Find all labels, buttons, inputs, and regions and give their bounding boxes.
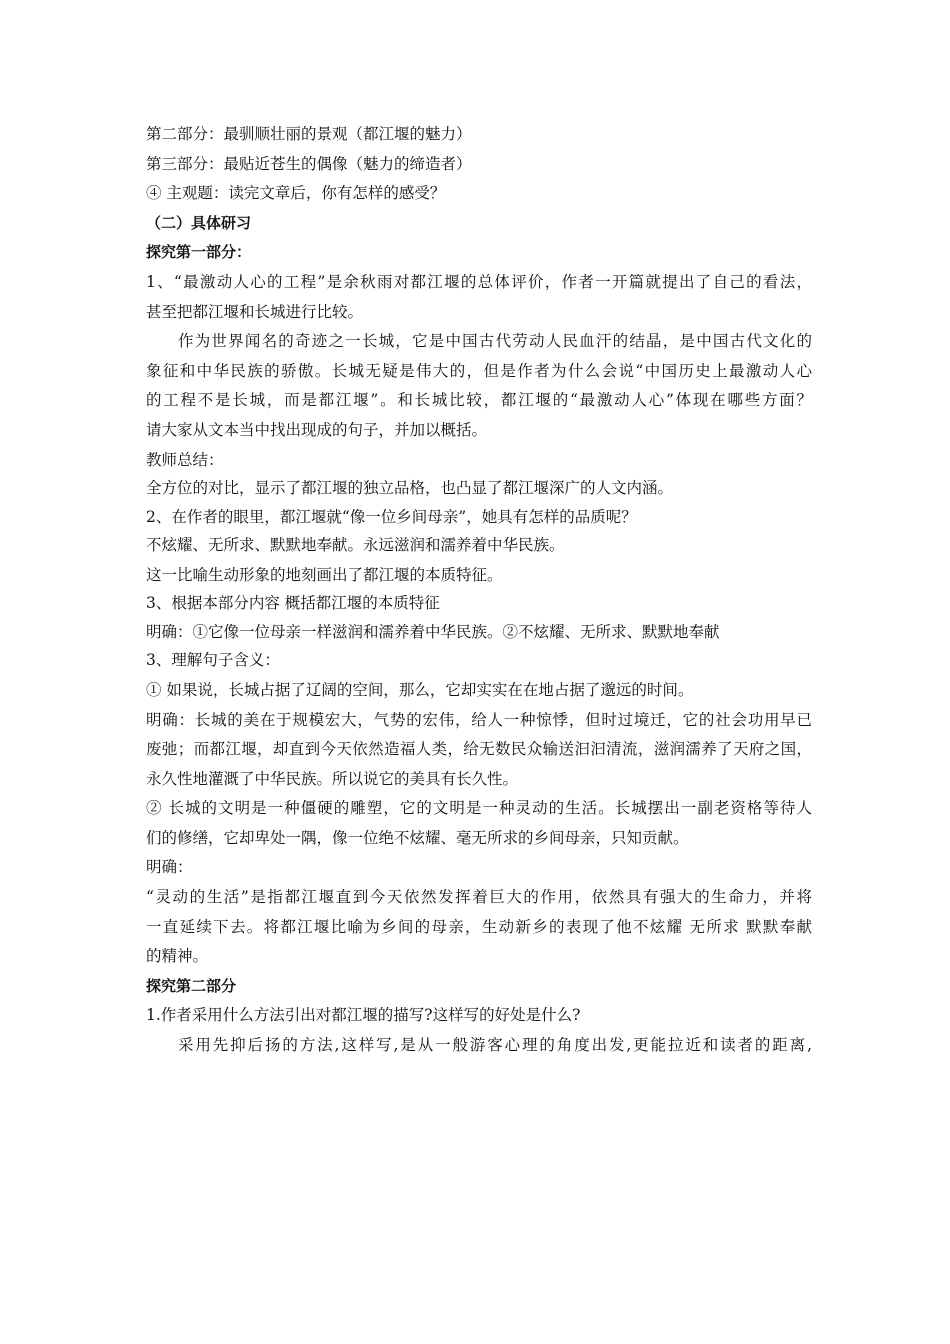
paragraph-line: 不炫耀、无所求、默默地奉献。永远滋润和濡养着中华民族。 (146, 536, 565, 555)
question-three: 3、根据本部分内容 概括都江堰的本质特征 (146, 593, 440, 612)
sentence-two-cont: 们的修缮，它却卑处一隅，像一位绝不炫耀、毫无所求的乡间母亲，只知贡献。 (146, 828, 689, 847)
answer-line: “灵动的生活”是指都江堰直到今天依然发挥着巨大的作用，依然具有强大的生命力，并将 (146, 888, 812, 907)
paragraph-line: 请大家从文本当中找出现成的句子，并加以概括。 (146, 420, 488, 439)
document-body (146, 120, 812, 1061)
heading-explore-part-two: 探究第二部分 (146, 976, 237, 995)
paragraph-line: 作为世界闻名的奇迹之一长城，它是中国古代劳动人民血汗的结晶，是中国古代文化的 (178, 332, 812, 351)
answer-line: 永久性地灌溉了中华民族。所以说它的美具有长久性。 (146, 769, 519, 788)
answer-line: 一直延续下去。将都江堰比喻为乡间的母亲，生动新乡的表现了他不炫耀 无所求 默默奉献 (146, 917, 812, 936)
heading-explore-part-one: 探究第一部分： (146, 243, 252, 262)
paragraph-line: 象征和中华民族的骄傲。长城无疑是伟大的，但是作者为什么会说“中国历史上最激动人心 (146, 361, 812, 380)
paragraph-line: 1、“最激动人心的工程”是余秋雨对都江堰的总体评价，作者一开篇就提出了自己的看法， (146, 272, 812, 291)
answer-line: 明确：①它像一位母亲一样滋润和濡养着中华民族。②不炫耀、无所求、默默地奉献 (146, 623, 720, 642)
question-two: 2、在作者的眼里，都江堰就“像一位乡间母亲”，她具有怎样的品质呢？ (146, 508, 637, 527)
subjective-question: ④ 主观题：读完文章后，你有怎样的感受？ (146, 184, 446, 203)
paragraph-line: 的工程不是长城，而是都江堰”。和长城比较，都江堰的“最激动人心”体现在哪些方面？ (146, 391, 812, 410)
question-three-b: 3、理解句子含义： (146, 651, 280, 670)
paragraph-line: 采用先抑后扬的方法,这样写,是从一般游客心理的角度出发,更能拉近和读者的距离, (178, 1036, 812, 1055)
answer-label: 明确： (146, 858, 193, 877)
answer-line: 的精神。 (146, 947, 209, 966)
answer-line: 废弛；而都江堰，却直到今天依然造福人类，给无数民众输送汩汩清流，滋润濡养了天府之国， (146, 740, 812, 759)
question-line: 1.作者采用什么方法引出对都江堰的描写?这样写的好处是什么? (146, 1006, 581, 1025)
outline-part-two: 第二部分：最驯顺壮丽的景观（都江堰的魅力） (146, 125, 472, 143)
sentence-one: ① 如果说，长城占据了辽阔的空间，那么，它却实实在在地占据了邈远的时间。 (146, 680, 694, 699)
teacher-summary-label: 教师总结： (146, 450, 224, 469)
paragraph-line: 这一比喻生动形象的地刻画出了都江堰的本质特征。 (146, 565, 503, 584)
paragraph-line: 甚至把都江堰和长城进行比较。 (146, 302, 364, 321)
sentence-two: ② 长城的文明是一种僵硬的雕塑，它的文明是一种灵动的生活。长城摆出一副老资格等待人 (146, 799, 812, 818)
paragraph-line: 全方位的对比，显示了都江堰的独立品格，也凸显了都江堰深广的人文内涵。 (146, 478, 674, 497)
answer-line: 明确：长城的美在于规模宏大，气势的宏伟，给人一种惊悸，但时过境迁，它的社会功用早已 (146, 710, 812, 729)
outline-part-three: 第三部分：最贴近苍生的偶像（魅力的缔造者） (146, 154, 472, 173)
section-heading-specific-study: （二）具体研习 (146, 213, 252, 232)
